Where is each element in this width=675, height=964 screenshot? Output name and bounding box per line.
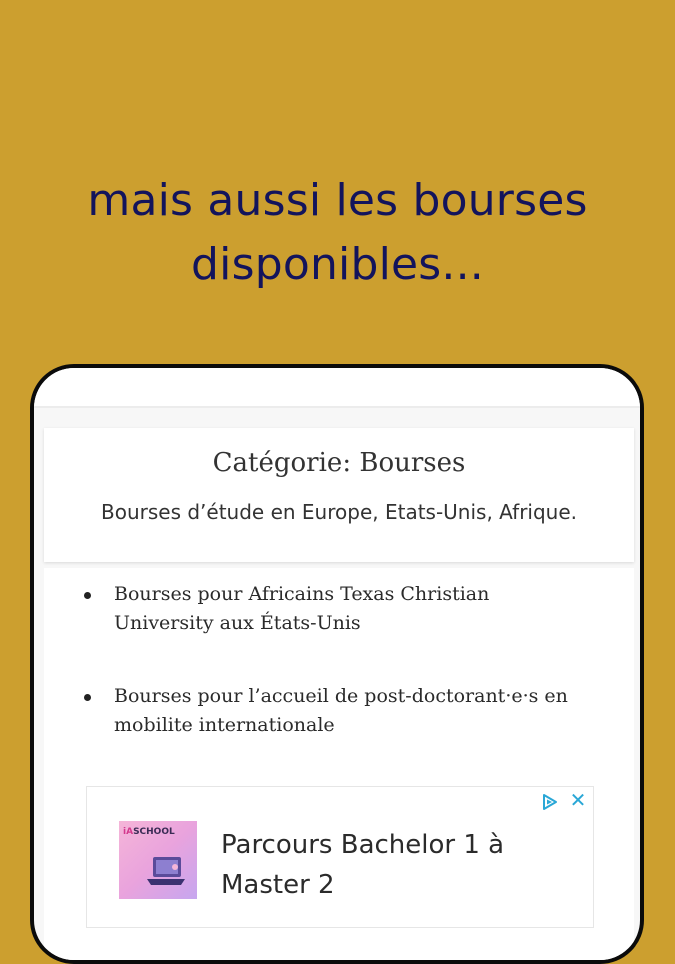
list-item (84, 580, 604, 638)
list-item (84, 682, 604, 740)
ad-title-line-1: Parcours Bachelor 1 à (221, 830, 505, 860)
post-link[interactable] (114, 682, 604, 740)
category-header (44, 428, 634, 562)
headline-line-1: mais aussi les bourses (87, 175, 588, 227)
ad-close-icon[interactable]: ✕ (569, 788, 587, 812)
bullet-icon (84, 694, 91, 701)
ad-title-line-2: Master 2 (221, 870, 335, 900)
bullet-icon (84, 592, 91, 599)
laptop-icon (145, 855, 187, 889)
post-link-line-1: Bourses pour l’accueil de post-doctorant·e·s en (114, 685, 568, 707)
headline-line-2: disponibles... (191, 239, 484, 291)
post-link[interactable] (114, 580, 604, 638)
browser-top-bar (34, 368, 640, 408)
category-title: Catégorie: Bourses (212, 448, 466, 478)
ad-choices-icon[interactable] (541, 793, 559, 811)
category-description: Bourses d’étude en Europe, Etats-Unis, Afrique. (100, 500, 577, 524)
advertisement-banner[interactable] (86, 786, 594, 928)
post-list-area (44, 568, 634, 964)
ad-thumbnail[interactable] (119, 821, 197, 899)
post-link-line-2: mobilite internationale (114, 714, 335, 736)
ad-title[interactable] (221, 825, 561, 905)
headline (0, 169, 675, 297)
post-link-line-1: Bourses pour Africains Texas Christian (114, 583, 490, 605)
post-link-line-2: University aux États-Unis (114, 612, 361, 634)
ad-brand-logo: iASCHOOL (123, 827, 175, 837)
phone-mockup (30, 364, 644, 964)
